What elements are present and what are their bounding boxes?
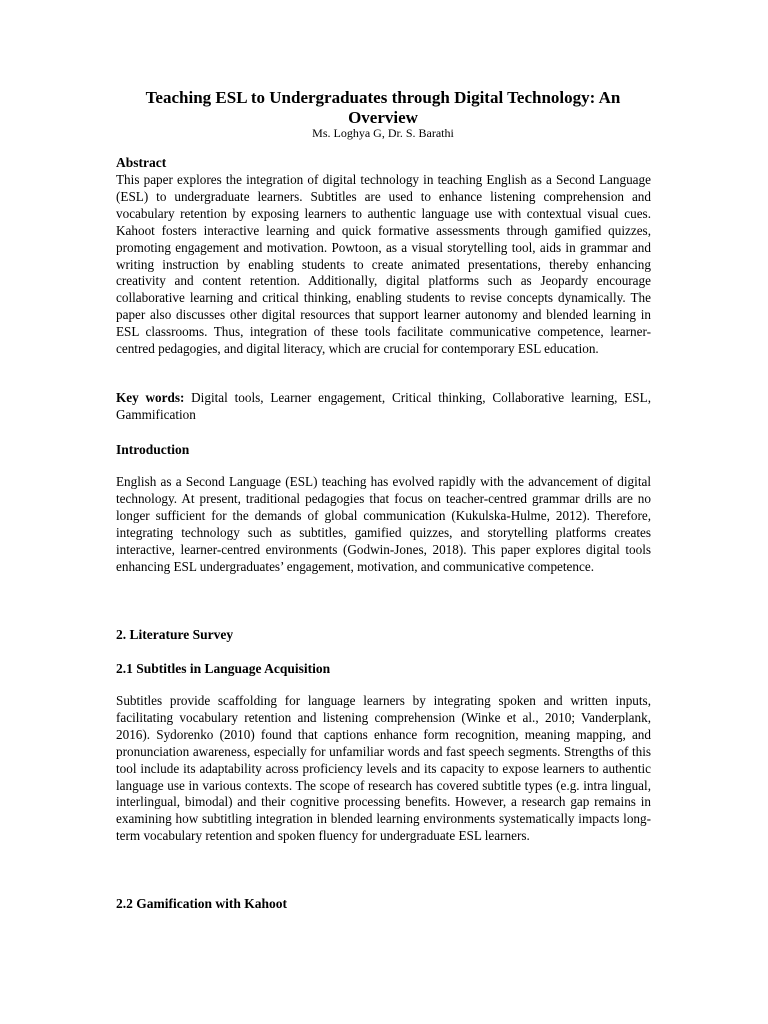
paper-authors: Ms. Loghya G, Dr. S. Barathi [312, 126, 454, 140]
paper-title: Teaching ESL to Undergraduates through Digital Technology: An Overview [145, 88, 621, 127]
introduction-heading: Introduction [116, 442, 190, 457]
section-2-1-heading: 2.1 Subtitles in Language Acquisition [116, 661, 331, 676]
abstract-text: This paper explores the integration of digital technology in teaching English as a Second Language (ESL) to undergraduate learners. Subtitles are used to enhance listening comprehension and vocabulary retention by exposing learners to authentic language use with contextual visual cues. Kahoot fosters interactive learning and quick formative assessments through gamified quizzes, promoting engagement and motivation. Powtoon, as a visual storytelling tool, aids in grammar and writing instruction by enabling students to create animated presentations, thereby enhancing creativity and content retention. Additionally, digital platforms such as Jeopardy encourage collaborative learning and critical thinking, enabling students to revise concepts dynamically. The paper also discusses other digital resources that support learner autonomy and blended learning in ESL classrooms. Thus, integration of these tools facilitate communicative competence, learner-centred pedagogies, and digital literacy, which are crucial for contemporary ESL education. [116, 172, 651, 357]
literature-survey-heading: 2. Literature Survey [116, 627, 234, 642]
keywords-paragraph [116, 390, 651, 424]
keywords-label: Key words: [116, 390, 185, 405]
section-2-1-text: Subtitles provide scaffolding for language learners by integrating spoken and written inputs, facilitating vocabulary retention and listening comprehension (Winke et al., 2010; Vanderplank, 2016). Sydorenko (2010) found that captions enhance form recognition, meaning mapping, and pronunciation awareness, especially for unfamiliar words and fast speech segments. Strengths of this tool include its adaptability across proficiency levels and its capacity to expose learners to authentic language use in various contexts. The scope of research has covered subtitle types (e.g. intra lingual, interlingual, bimodal) and their cognitive processing benefits. However, a research gap remains in examining how subtitling integration in blended learning environments systematically impacts long-term vocabulary retention and spoken fluency for undergraduate ESL learners. [116, 693, 651, 844]
section-2-2-heading: 2.2 Gamification with Kahoot [116, 896, 287, 911]
abstract-heading: Abstract [116, 155, 167, 170]
introduction-text: English as a Second Language (ESL) teaching has evolved rapidly with the advancement of digital technology. At present, traditional pedagogies that focus on teacher-centred grammar drills are no longer sufficient for the demands of global communication (Kukulska-Hulme, 2012). Therefore, integrating technology such as subtitles, gamified quizzes, and storytelling platforms creates interactive, learner-centred environments (Godwin-Jones, 2018). This paper explores digital tools enhancing ESL undergraduates’ engagement, motivation, and communicative competence. [116, 474, 651, 574]
keywords-list: Digital tools, Learner engagement, Critical thinking, Collaborative learning, ESL, Gammification [116, 390, 651, 422]
